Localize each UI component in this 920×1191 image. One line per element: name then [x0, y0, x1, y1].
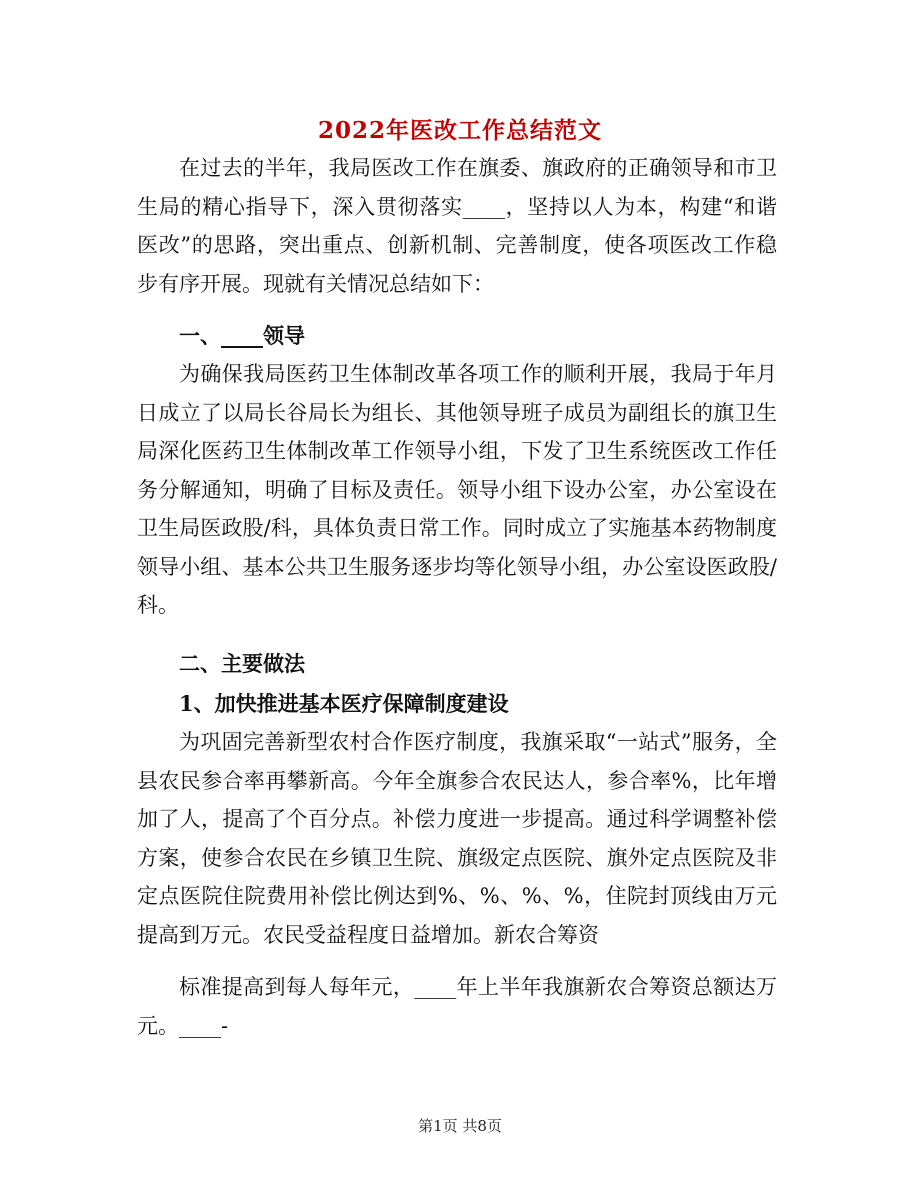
section-1-heading: 一、____领导 [179, 323, 305, 348]
subsection-1-paragraph-continued: 标准提高到每人每年元，____年上半年我旗新农合筹资总额达万元。____- [137, 975, 777, 1038]
intro-paragraph: 在过去的半年，我局医改工作在旗委、旗政府的正确领导和市卫生局的精心指导下，深入贯彻落实____，坚持以人为本，构建“和谐医改”的思路，突出重点、创新机制、完善制度，使各项医改工作稳步有序开展。现就有关情况总结如下： [137, 156, 777, 296]
subsection-1-heading: 1、加快推进基本医疗保障制度建设 [179, 691, 509, 716]
document-title: 2022年医改工作总结范文 [317, 117, 602, 144]
section-2-heading: 二、主要做法 [179, 651, 305, 676]
section-1-paragraph: 为确保我局医药卫生体制改革各项工作的顺利开展，我局于年月日成立了以局长谷局长为组长、其他领导班子成员为副组长的旗卫生局深化医药卫生体制改革工作领导小组，下发了卫生系统医改工作任务分解通知，明确了目标及责任。领导小组下设办公室，办公室设在卫生局医政股/科，具体负责日常工作。同时成立了实施基本药物制度领导小组、基本公共卫生服务逐步均等化领导小组，办公室设医政股/科。 [137, 362, 777, 617]
page-number-footer: 第1页 共8页 [418, 1117, 502, 1135]
subsection-1-paragraph: 为巩固完善新型农村合作医疗制度，我旗采取“一站式”服务，全县农民参合率再攀新高。今年全旗参合农民达人，参合率%，比年增加了人，提高了个百分点。补偿力度进一步提高。通过科学调整补偿方案，使参合农民在乡镇卫生院、旗级定点医院、旗外定点医院及非定点医院住院费用补偿比例达到%、%、%、%，住院封顶线由万元提高到万元。农民受益程度日益增加。新农合筹资 [137, 730, 777, 947]
